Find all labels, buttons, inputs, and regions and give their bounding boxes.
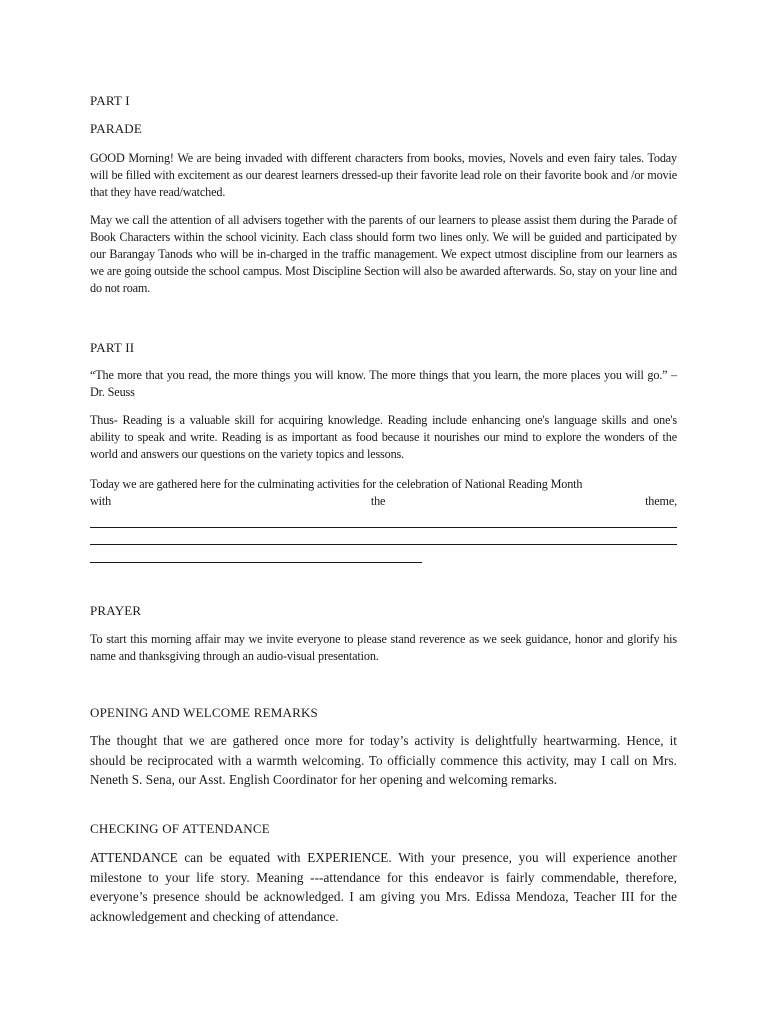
- opening-heading: OPENING AND WELCOME REMARKS: [90, 705, 318, 720]
- theme-line-2: [90, 493, 677, 510]
- prayer-paragraph: To start this morning affair may we invite everyone to please stand reverence as we seek guidance, honor and glorify his name and thanksgiving through an audio-visual presentation.: [90, 632, 677, 663]
- prayer-heading: PRAYER: [90, 603, 142, 618]
- parade-paragraph-1: GOOD Morning! We are being invaded with different characters from books, movies, Novels and even fairy tales. Today will be filled with excitement as our dearest learners dressed-up their favorite lead role on their favorite book and /or movie that they have read/watched.: [90, 151, 677, 199]
- opening-paragraph: The thought that we are gathered once more for today’s activity is delightfully heartwarming. Hence, it should be reciprocated with a warmth welcoming. To officially commence this activity, may I call on Mrs. Neneth S. Sena, our Asst. English Coordinator for her opening and welcoming remarks.: [90, 733, 677, 787]
- attendance-paragraph: ATTENDANCE can be equated with EXPERIENCE. With your presence, you will experience another milestone to your life story. Meaning ---attendance for this endeavor is fairly commendable, therefore, everyone’s presence should be acknowledged. I am giving you Mrs. Edissa Mendoza, Teacher III for the acknowledgement and checking of attendance.: [90, 850, 677, 924]
- attendance-heading: CHECKING OF ATTENDANCE: [90, 821, 270, 836]
- theme-line-1: Today we are gathered here for the culminating activities for the celebration of National Reading Month: [90, 477, 583, 491]
- theme-blank-line-3: [90, 562, 422, 563]
- parade-heading: PARADE: [90, 121, 143, 136]
- theme-word-with: with: [90, 494, 112, 508]
- theme-blank-line-2: [90, 544, 677, 545]
- part1-heading: PART I: [90, 93, 130, 108]
- part2-heading: PART II: [90, 340, 135, 355]
- theme-word-theme: theme,: [645, 494, 677, 508]
- parade-paragraph-2: May we call the attention of all advisers together with the parents of our learners to please assist them during the Parade of Book Characters within the school vicinity. Each class should form two lines only. We will be guided and participated by our Barangay Tanods who will be in-charged in the traffic management. We expect utmost discipline from our learners as we are going outside the school campus. Most Discipline Section will also be awarded afterwards. So, stay on your line and do not roam.: [90, 213, 677, 295]
- theme-word-the: the: [370, 494, 386, 508]
- seuss-quote: “The more that you read, the more things you will know. The more things that you learn, the more places you will go.” – Dr. Seuss: [90, 368, 677, 399]
- reading-paragraph: Thus- Reading is a valuable skill for acquiring knowledge. Reading include enhancing one's language skills and one's ability to speak and write. Reading is as important as food because it nourishes our mind to explore the wonders of the world and answers our questions on the variety topics and lessons.: [90, 413, 677, 461]
- theme-paragraph: [90, 476, 677, 510]
- theme-blank-line-1: [90, 527, 677, 528]
